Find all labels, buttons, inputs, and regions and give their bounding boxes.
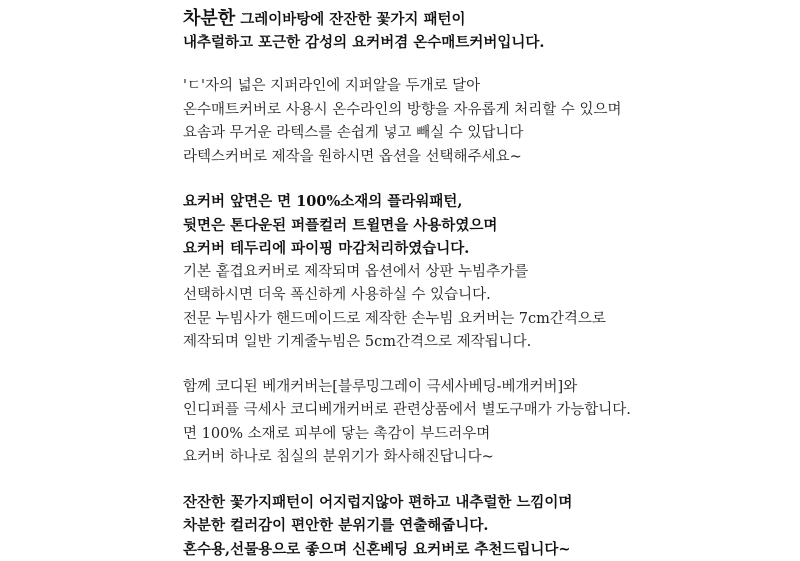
closing-line-1: 잔잔한 꽃가지패턴이 어지럽지않아 편하고 내추럴한 느낌이며 — [183, 491, 800, 515]
coordination-line-3: 면 100% 소재로 피부에 닿는 촉감이 부드러우며 — [183, 423, 800, 447]
fabric-line-4: 제작되며 일반 기계줄누빔은 5cm간격으로 제작됩니다. — [183, 331, 800, 355]
fabric-line-3: 전문 누빔사가 핸드메이드로 제작한 손누빔 요커버는 7cm간격으로 — [183, 308, 800, 332]
coordination-line-1: 함께 코디된 베개커버는[블루밍그레이 극세사베딩-베개커버]와 — [183, 376, 800, 400]
zipper-line-1: 'ㄷ'자의 넓은 지퍼라인에 지퍼알을 두개로 달아 — [183, 75, 800, 99]
intro-lead-word: 차분한 — [183, 8, 235, 29]
fabric-bold-line-2: 뒷면은 톤다운된 퍼플컬러 트윌면을 사용하였으며 — [183, 214, 800, 238]
fabric-line-1: 기본 홑겹요커버로 제작되며 옵션에서 상판 누빔추가를 — [183, 261, 800, 285]
fabric-bold-line-1: 요커버 앞면은 면 100%소재의 플라워패턴, — [183, 190, 800, 214]
closing-line-3: 혼수용,선물용으로 좋으며 신혼베딩 요커버로 추천드립니다~ — [183, 538, 800, 561]
zipper-line-3: 요솜과 무거운 라텍스를 손쉽게 넣고 빼실 수 있답니다 — [183, 122, 800, 146]
paragraph-spacer — [183, 54, 800, 75]
coordination-line-4: 요커버 하나로 침실의 분위기가 화사해진답니다~ — [183, 446, 800, 470]
intro-line-1-rest: 그레이바탕에 잔잔한 꽃가지 패턴이 — [235, 11, 465, 28]
paragraph-spacer — [183, 470, 800, 491]
zipper-line-4: 라텍스커버로 제작을 원하시면 옵션을 선택해주세요~ — [183, 146, 800, 170]
intro-line-2: 내추럴하고 포근한 감성의 요커버겸 온수매트커버입니다. — [183, 31, 800, 55]
fabric-line-2: 선택하시면 더욱 폭신하게 사용하실 수 있습니다. — [183, 284, 800, 308]
intro-line-1 — [183, 7, 800, 31]
paragraph-spacer — [183, 355, 800, 376]
closing-line-2: 차분한 컬러감이 편안한 분위기를 연출해줍니다. — [183, 514, 800, 538]
coordination-line-2: 인디퍼플 극세사 코디베개커버로 관련상품에서 별도구매가 가능합니다. — [183, 399, 800, 423]
zipper-line-2: 온수매트커버로 사용시 온수라인의 방향을 자유롭게 처리할 수 있으며 — [183, 99, 800, 123]
fabric-bold-line-3: 요커버 테두리에 파이핑 마감처리하였습니다. — [183, 237, 800, 261]
paragraph-spacer — [183, 169, 800, 190]
